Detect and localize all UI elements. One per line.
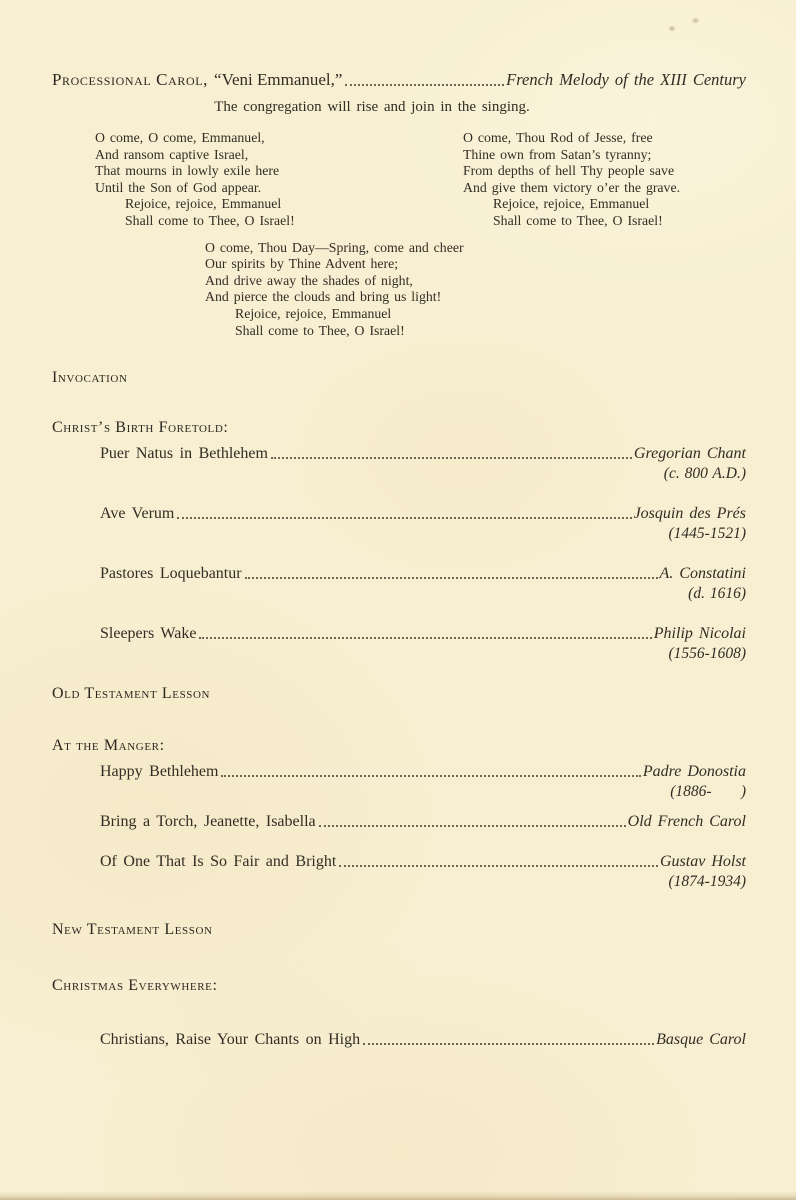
program-item-dates: (1445-1521) (668, 525, 746, 543)
program-item-line (52, 1031, 746, 1049)
program-item-title: Sleepers Wake (100, 625, 197, 643)
verse-line: O come, Thou Day—Spring, come and cheer (205, 239, 464, 255)
hymn-verses (52, 130, 746, 230)
program-item-happy-bethlehem (52, 763, 746, 801)
program-item-composer: Padre Donostia (642, 763, 746, 781)
section-heading-christs-birth-foretold: Christ’s Birth Foretold: (52, 419, 229, 437)
verse-line: Shall come to Thee, O Israel! (125, 212, 295, 228)
carol-attribution: French Melody of the XIII Century (506, 70, 746, 89)
program-item-composer: Old French Carol (627, 813, 746, 831)
page-bottom-edge (0, 1191, 796, 1200)
program-item-line (52, 505, 746, 523)
section-heading-invocation: Invocation (52, 369, 128, 387)
program-item-title: Puer Natus in Bethlehem (100, 445, 268, 463)
section-heading-at-the-manger: At the Manger: (52, 737, 165, 755)
program-item-line (52, 565, 746, 583)
verse-line: O come, O come, Emmanuel, (95, 130, 265, 145)
verse-line: That mourns in lowly exile here (95, 163, 280, 179)
carol-title: “Veni Emmanuel,” (214, 70, 343, 89)
paper-speck (668, 25, 676, 32)
verse-3 (205, 240, 746, 340)
program-item-of-one-so-fair (52, 853, 746, 891)
verse-line: And give them victory o’er the grave. (463, 179, 681, 195)
leader-dots (345, 84, 504, 86)
verse-line: From depths of hell Thy people save (463, 163, 675, 179)
program-item-christians-raise-chants (52, 1031, 746, 1049)
verse-line: O come, Thou Rod of Jesse, free (463, 130, 653, 145)
section-heading-new-testament-lesson: New Testament Lesson (52, 921, 213, 939)
program-item-line (52, 853, 746, 871)
program-item-pastores (52, 565, 746, 603)
program-item-bring-a-torch (52, 813, 746, 831)
program-item-composer: A. Constatini (659, 565, 746, 583)
program-item-dates: (1874-1934) (668, 873, 746, 891)
leader-dots (199, 637, 651, 639)
program-item-line (52, 813, 746, 831)
leader-dots (221, 775, 640, 777)
verse-line: Thine own from Satan’s tyranny; (463, 146, 652, 162)
program-item-composer: Gregorian Chant (633, 445, 746, 463)
program-item-ave-verum (52, 505, 746, 543)
program-item-composer: Basque Carol (656, 1031, 746, 1049)
verse-line: Rejoice, rejoice, Emmanuel (125, 196, 282, 212)
leader-dots (245, 577, 658, 579)
program-item-dates: (1556-1608) (668, 645, 746, 663)
verse-line: Rejoice, rejoice, Emmanuel (235, 305, 392, 321)
verse-2 (463, 130, 680, 230)
verse-line: And ransom captive Israel, (95, 146, 249, 162)
processional-carol-line (52, 70, 746, 90)
program-item-composer: Josquin des Prés (633, 505, 746, 523)
program-item-title: Happy Bethlehem (100, 763, 219, 781)
program-item-puer-natus (52, 445, 746, 483)
program-item-composer: Philip Nicolai (653, 625, 746, 643)
program-item-title: Bring a Torch, Jeanette, Isabella (100, 813, 316, 831)
program-item-line (52, 625, 746, 643)
program-item-line (52, 763, 746, 781)
section-heading-christmas-everywhere: Christmas Everywhere: (52, 977, 218, 995)
leader-dots (319, 825, 626, 827)
program-item-title: Pastores Loquebantur (100, 565, 242, 583)
verse-line: Rejoice, rejoice, Emmanuel (493, 196, 650, 212)
processional-carol-label: Processional Carol, (52, 70, 209, 89)
verse-line: Shall come to Thee, O Israel! (493, 212, 663, 228)
leader-dots (271, 457, 632, 459)
leader-dots (177, 517, 631, 519)
verse-1 (95, 130, 440, 230)
program-item-sleepers-wake (52, 625, 746, 663)
congregation-note: The congregation will rise and join in the singing. (214, 99, 530, 115)
verse-line: And pierce the clouds and bring us light! (205, 289, 442, 305)
paper-speck (691, 17, 700, 24)
leader-dots (363, 1043, 654, 1045)
section-heading-old-testament-lesson: Old Testament Lesson (52, 685, 211, 703)
program-item-title: Christians, Raise Your Chants on High (100, 1031, 361, 1049)
verse-line: And drive away the shades of night, (205, 272, 413, 288)
program-item-line (52, 445, 746, 463)
leader-dots (339, 865, 658, 867)
program-item-dates: (1886- ) (670, 783, 746, 801)
program-item-dates: (d. 1616) (688, 585, 746, 603)
program-item-title: Ave Verum (100, 505, 175, 523)
program-item-dates: (c. 800 A.D.) (663, 465, 746, 483)
verse-line: Until the Son of God appear. (95, 179, 262, 195)
program-item-composer: Gustav Holst (660, 853, 746, 871)
verse-line: Our spirits by Thine Advent here; (205, 256, 399, 272)
program-item-title: Of One That Is So Fair and Bright (100, 853, 337, 871)
verse-line: Shall come to Thee, O Israel! (235, 322, 405, 338)
